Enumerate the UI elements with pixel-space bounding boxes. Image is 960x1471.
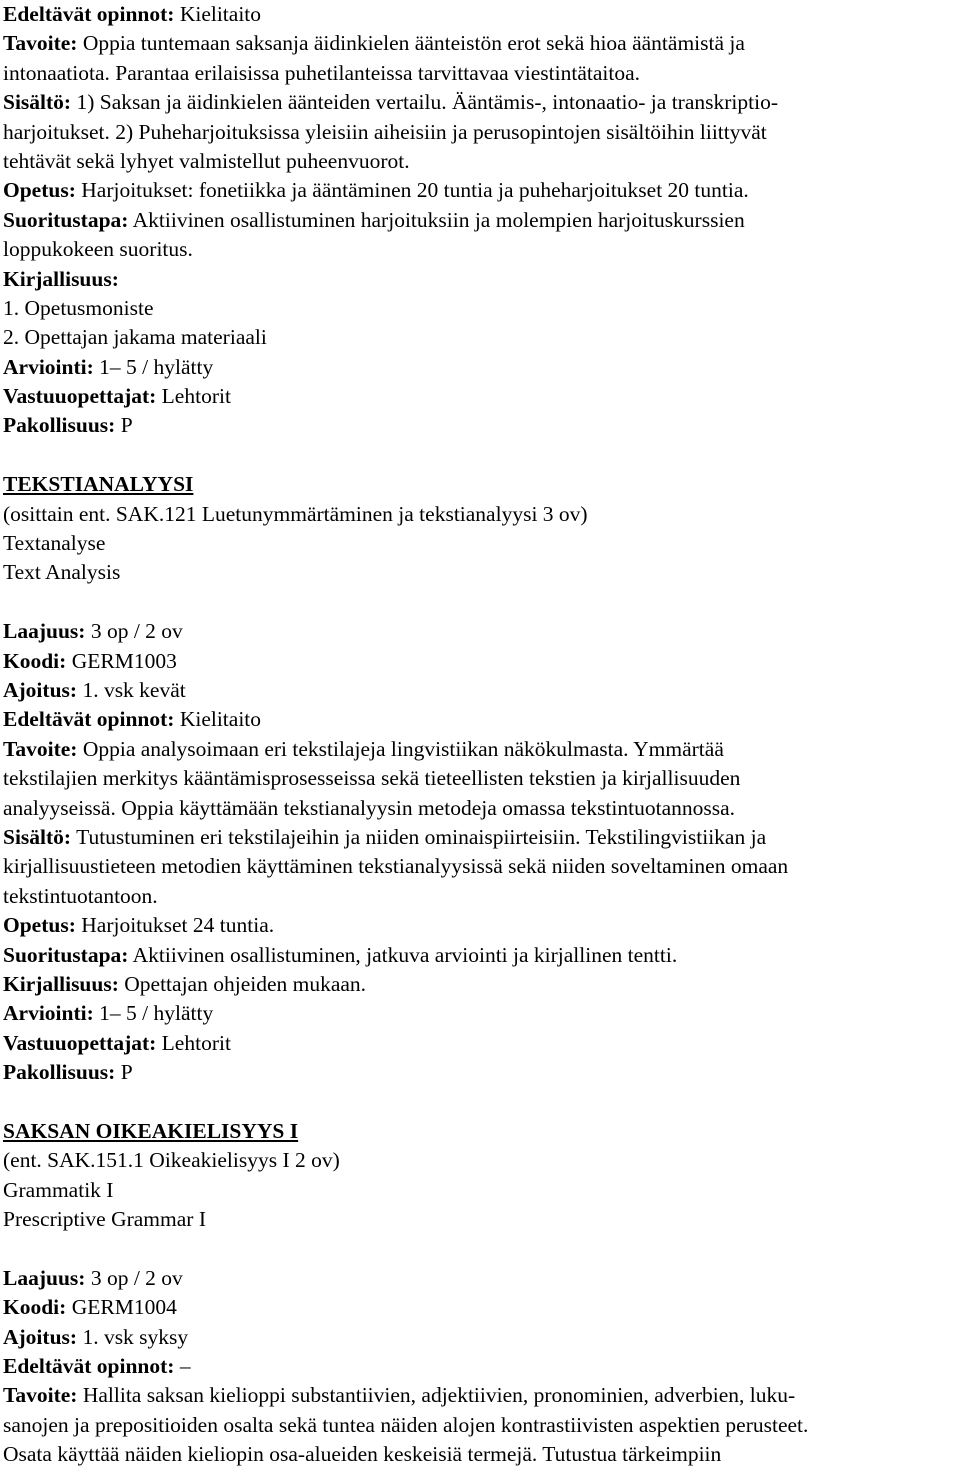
text-line [3, 88, 960, 117]
text-line [3, 147, 960, 176]
field-label: Kirjallisuus: [3, 971, 119, 996]
field-label: Arviointi: [3, 354, 94, 379]
course-subtitle-line: Grammatik I [3, 1177, 114, 1202]
spacer [3, 441, 960, 470]
text-line [3, 59, 960, 88]
field-label: Edeltävät opinnot: [3, 707, 175, 732]
text-line [3, 1381, 960, 1410]
field-value: Aktiivinen osallistuminen, jatkuva arviointi ja kirjallinen tentti. [128, 942, 678, 967]
field-label: Ajoitus: [3, 1324, 78, 1349]
section-course-oikeakielisyys [3, 1264, 960, 1470]
field-value: Aktiivinen osallistuminen harjoituksiin ja molempien harjoituskurssien [128, 207, 745, 232]
text-line [3, 617, 960, 646]
field-label: Sisältö: [3, 824, 72, 849]
field-label: Suoritustapa: [3, 942, 129, 967]
field-label: Tavoite: [3, 31, 78, 56]
field-value: Oppia analysoimaan eri tekstilajeja lingvistiikan näkökulmasta. Ymmärtää [77, 736, 724, 761]
spacer [3, 588, 960, 617]
field-value: Hallita saksan kielioppi substantiivien, adjektiivien, pronominien, adverbien, luku- [77, 1383, 796, 1408]
field-value: Lehtorit [156, 384, 231, 409]
text-line [3, 1440, 960, 1469]
field-value: Tutustuminen eri tekstilajeihin ja niiden ominaispiirteisiin. Tekstilingvistiikan ja [71, 824, 767, 849]
field-value: harjoitukset. 2) Puheharjoituksissa yleisiin aiheisiin ja perusopintojen sisältöihin liittyvät [3, 119, 767, 144]
field-value: 1. vsk kevät [77, 677, 186, 702]
text-line [3, 206, 960, 235]
field-label: Opetus: [3, 913, 76, 938]
field-value: 1) Saksan ja äidinkielen äänteiden vertailu. Ääntämis-, intonaatio- ja transkriptio- [71, 90, 778, 115]
text-line [3, 0, 960, 29]
field-label: Arviointi: [3, 1001, 94, 1026]
field-value: P [115, 1060, 133, 1085]
course-subtitle-line: (ent. SAK.151.1 Oikeakielisyys I 2 ov) [3, 1148, 340, 1173]
field-label: Opetus: [3, 178, 76, 203]
field-value: Osata käyttää näiden kieliopin osa-alueiden keskeisiä termejä. Tutustua tärkeimpiin [3, 1442, 722, 1467]
field-value: P [115, 413, 133, 438]
text-line [3, 941, 960, 970]
text-line [3, 882, 960, 911]
text-line [3, 970, 960, 999]
text-line [3, 676, 960, 705]
field-label: Edeltävät opinnot: [3, 2, 175, 26]
text-line [3, 735, 960, 764]
text-line [3, 1058, 960, 1087]
text-line [3, 29, 960, 58]
text-line [3, 999, 960, 1028]
field-label: Kirjallisuus: [3, 266, 119, 291]
course-subtitle-line: Text Analysis [3, 560, 121, 585]
field-value: Lehtorit [156, 1030, 231, 1055]
text-line [3, 852, 960, 881]
text-line [3, 1323, 960, 1352]
course-title-tekstianalyysi: TEKSTIANALYYSI [3, 472, 194, 497]
field-label: Vastuuopettajat: [3, 384, 157, 409]
text-line [3, 176, 960, 205]
field-value: Harjoitukset: fonetiikka ja ääntäminen 20 tuntia ja puheharjoitukset 20 tuntia. [75, 178, 749, 203]
field-label: Tavoite: [3, 1383, 78, 1408]
field-label: Ajoitus: [3, 677, 78, 702]
field-value: GERM1004 [66, 1295, 177, 1320]
text-line [3, 235, 960, 264]
text-line [3, 794, 960, 823]
text-line [3, 1029, 960, 1058]
field-label: Koodi: [3, 648, 67, 673]
text-line [3, 118, 960, 147]
field-value: sanojen ja prepositioiden osalta sekä tuntea näiden alojen kontrastiivisten aspektien perusteet. [3, 1412, 809, 1437]
field-label: Pakollisuus: [3, 1060, 116, 1085]
field-value: tekstintuotantoon. [3, 883, 158, 908]
section-course-pronunciation [3, 0, 960, 441]
text-line [3, 323, 960, 352]
field-value: 3 op / 2 ov [85, 619, 183, 644]
field-value: tekstilajien merkitys kääntämisprosesseissa sekä tieteellisten tekstien ja kirjallisuuden [3, 766, 741, 791]
text-line [3, 1411, 960, 1440]
text-line [3, 1352, 960, 1381]
field-value: Opettajan ohjeiden mukaan. [118, 971, 367, 996]
text-line [3, 823, 960, 852]
field-label: Pakollisuus: [3, 413, 116, 438]
field-value: 2. Opettajan jakama materiaali [3, 325, 267, 350]
field-value: tehtävät sekä lyhyet valmistellut puheenvuorot. [3, 148, 410, 173]
field-value: 1– 5 / hylätty [93, 1001, 214, 1026]
course-subtitle-line: Textanalyse [3, 531, 106, 556]
field-value: – [174, 1353, 191, 1378]
field-value: 1. Opetusmoniste [3, 295, 154, 320]
text-line [3, 294, 960, 323]
section-course-tekstianalyysi [3, 617, 960, 1087]
text-line [3, 382, 960, 411]
text-line [3, 764, 960, 793]
course-head-oikeakielisyys [3, 1146, 960, 1234]
field-value: Kielitaito [174, 707, 262, 732]
field-label: Koodi: [3, 1295, 67, 1320]
field-label: Laajuus: [3, 619, 86, 644]
field-label: Edeltävät opinnot: [3, 1353, 175, 1378]
field-value: GERM1003 [66, 648, 177, 673]
field-value: 1– 5 / hylätty [93, 354, 214, 379]
field-value: analyyseissä. Oppia käyttämään tekstianalyysin metodeja omassa tekstintuotannossa. [3, 795, 736, 820]
field-value: loppukokeen suoritus. [3, 237, 193, 262]
course-title-oikeakielisyys: SAKSAN OIKEAKIELISYYS I [3, 1118, 299, 1143]
text-line [3, 411, 960, 440]
text-line [3, 647, 960, 676]
field-value: Oppia tuntemaan saksanja äidinkielen äänteistön erot sekä hioa ääntämistä ja [77, 31, 745, 56]
text-line [3, 1293, 960, 1322]
field-label: Laajuus: [3, 1265, 86, 1290]
field-label: Suoritustapa: [3, 207, 129, 232]
text-line [3, 265, 960, 294]
course-head-tekstianalyysi [3, 500, 960, 588]
course-subtitle-line: Prescriptive Grammar I [3, 1207, 206, 1232]
field-value: kirjallisuustieteen metodien käyttäminen tekstianalyysissä sekä niiden soveltaminen omaan [3, 854, 789, 879]
field-value: 1. vsk syksy [77, 1324, 189, 1349]
course-subtitle-line: (osittain ent. SAK.121 Luetunymmärtäminen ja tekstianalyysi 3 ov) [3, 501, 588, 526]
text-line [3, 705, 960, 734]
field-value: intonaatiota. Parantaa erilaisissa puhetilanteissa tarvittavaa viestintätaitoa. [3, 60, 641, 85]
text-line [3, 353, 960, 382]
field-value: Kielitaito [174, 2, 262, 26]
field-value: Harjoitukset 24 tuntia. [75, 913, 275, 938]
field-label: Sisältö: [3, 90, 72, 115]
text-line [3, 911, 960, 940]
field-value: 3 op / 2 ov [85, 1265, 183, 1290]
field-label: Vastuuopettajat: [3, 1030, 157, 1055]
field-label: Tavoite: [3, 736, 78, 761]
text-line [3, 1264, 960, 1293]
spacer [3, 1234, 960, 1263]
spacer [3, 1087, 960, 1116]
